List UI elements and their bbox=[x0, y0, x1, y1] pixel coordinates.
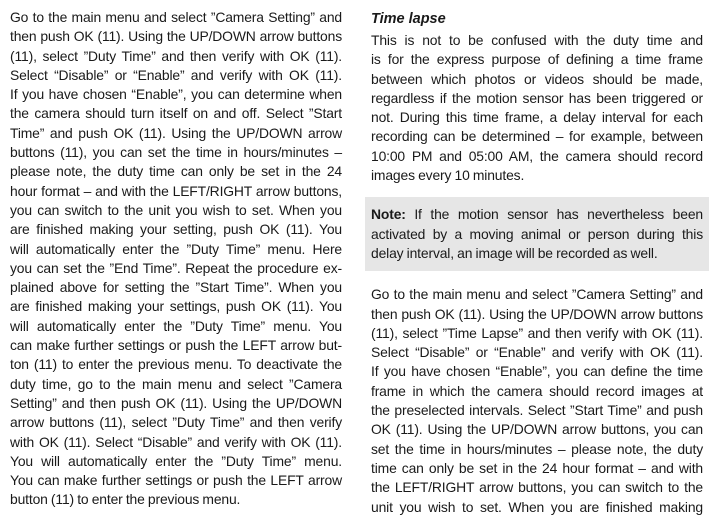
text-line: hour format – and with the LEFT/RIGHT arrow buttons, bbox=[10, 182, 342, 199]
text-line: are finished making your settings, push OK (11). You bbox=[10, 298, 342, 315]
text-line: the preselected intervals. Select ”Start Time” and push bbox=[371, 402, 703, 419]
text-line: button (11) to enter the previous menu. bbox=[10, 491, 241, 508]
note-text: If the motion sensor has nevertheless been bbox=[405, 206, 703, 223]
time-lapse-instructions bbox=[371, 285, 703, 517]
text-line: with OK (11). Select “Disable” and verify with OK (11). bbox=[10, 433, 342, 450]
text-line: activated by a moving animal or person during this bbox=[371, 225, 703, 242]
duty-time-instructions bbox=[10, 8, 342, 510]
note-box bbox=[365, 197, 709, 271]
text-line: please note, the duty time can only be set in the 24 bbox=[10, 163, 342, 180]
section-heading: Time lapse bbox=[371, 11, 446, 27]
note-label: Note: bbox=[371, 206, 406, 223]
text-line: is for the express purpose of defining a time frame bbox=[371, 51, 703, 68]
text-line: arrow buttons (11), select ”Duty Time” and then verify bbox=[10, 414, 342, 431]
right-column bbox=[371, 8, 703, 517]
text-line: images every 10 minutes. bbox=[371, 167, 525, 184]
text-line: regardless if the motion sensor has been triggered or bbox=[371, 89, 703, 106]
text-line: delay interval, an image will be recorded as well. bbox=[371, 244, 658, 261]
text-line: you can set the ”End Time”. Repeat the procedure ex- bbox=[10, 259, 342, 276]
text-line: time can only be set in the 24 hour format – and with bbox=[371, 459, 703, 476]
text-line: between which photos or videos should be made, bbox=[371, 70, 703, 87]
text-line: (11), select ”Time Lapse” and then verify with OK (11). bbox=[371, 324, 703, 341]
text-line: plained above for setting the ”Start Time”. When you bbox=[10, 279, 342, 296]
text-line: OK (11). Using the UP/DOWN arrow buttons, you can bbox=[371, 421, 703, 438]
text-line: Setting” and then push OK (11). Using the UP/DOWN bbox=[10, 394, 342, 411]
text-line: If you have chosen “Enable”, you can define the time bbox=[371, 363, 703, 380]
text-line: Time” and push OK (11). Using the UP/DOWN arrow bbox=[10, 124, 342, 141]
text-line: buttons (11), you can set the time in hours/minutes – bbox=[10, 144, 342, 161]
text-line: If you have chosen “Enable”, you can determine when bbox=[10, 86, 342, 103]
text-line: duty time, go to the main menu and select ”Camera bbox=[10, 375, 342, 392]
text-line: not. During this time frame, a delay interval for each bbox=[371, 109, 703, 126]
text-line: will automatically enter the ”Duty Time” menu. You bbox=[10, 317, 342, 334]
text-line: are finished making your setting, push OK (11). You bbox=[10, 221, 342, 238]
text-line: unit you wish to set. When you are finished making bbox=[371, 498, 703, 515]
text-line: This is not to be confused with the duty time and bbox=[371, 32, 703, 48]
text-line: frame in which the camera should record images at bbox=[371, 382, 703, 399]
text-line: Select “Disable” or “Enable” and verify with OK (11). bbox=[10, 66, 342, 83]
text-line: then push OK (11). Using the UP/DOWN arrow buttons bbox=[371, 305, 703, 322]
text-line: the camera should turn itself on and off. Select ”Start bbox=[10, 105, 342, 122]
text-line: 10:00 PM and 05:00 AM, the camera should record bbox=[371, 147, 703, 164]
text-line: then push OK (11). Using the UP/DOWN arrow buttons bbox=[10, 28, 342, 45]
text-line: Go to the main menu and select ”Camera Setting” and bbox=[371, 286, 703, 303]
text-line: will automatically enter the ”Duty Time” menu. Here bbox=[10, 240, 342, 257]
left-column bbox=[10, 8, 342, 510]
text-line: You will automatically enter the ”Duty Time” menu. bbox=[10, 452, 342, 469]
text-line: You can make further settings or push the LEFT arrow bbox=[10, 472, 342, 489]
text-line: can make further settings or push the LEFT arrow but- bbox=[10, 337, 342, 354]
note-first-line bbox=[371, 205, 703, 224]
text-line: (11), select ”Duty Time” and then verify with OK (11). bbox=[10, 47, 342, 64]
text-line: recording can be determined – for example, between bbox=[371, 128, 703, 145]
text-line: you can switch to the unit you wish to set. When you bbox=[10, 201, 342, 218]
time-lapse-intro bbox=[371, 31, 703, 185]
text-line: ton (11) to enter the previous menu. To deactivate the bbox=[10, 356, 342, 373]
text-line: Go to the main menu and select ”Camera Setting” and bbox=[10, 9, 342, 25]
text-line: set the time in hours/minutes – please note, the duty bbox=[371, 440, 703, 457]
text-line: Select “Disable” or “Enable” and verify with OK (11). bbox=[371, 344, 703, 361]
text-line: the LEFT/RIGHT arrow buttons, you can switch to the bbox=[371, 479, 703, 496]
